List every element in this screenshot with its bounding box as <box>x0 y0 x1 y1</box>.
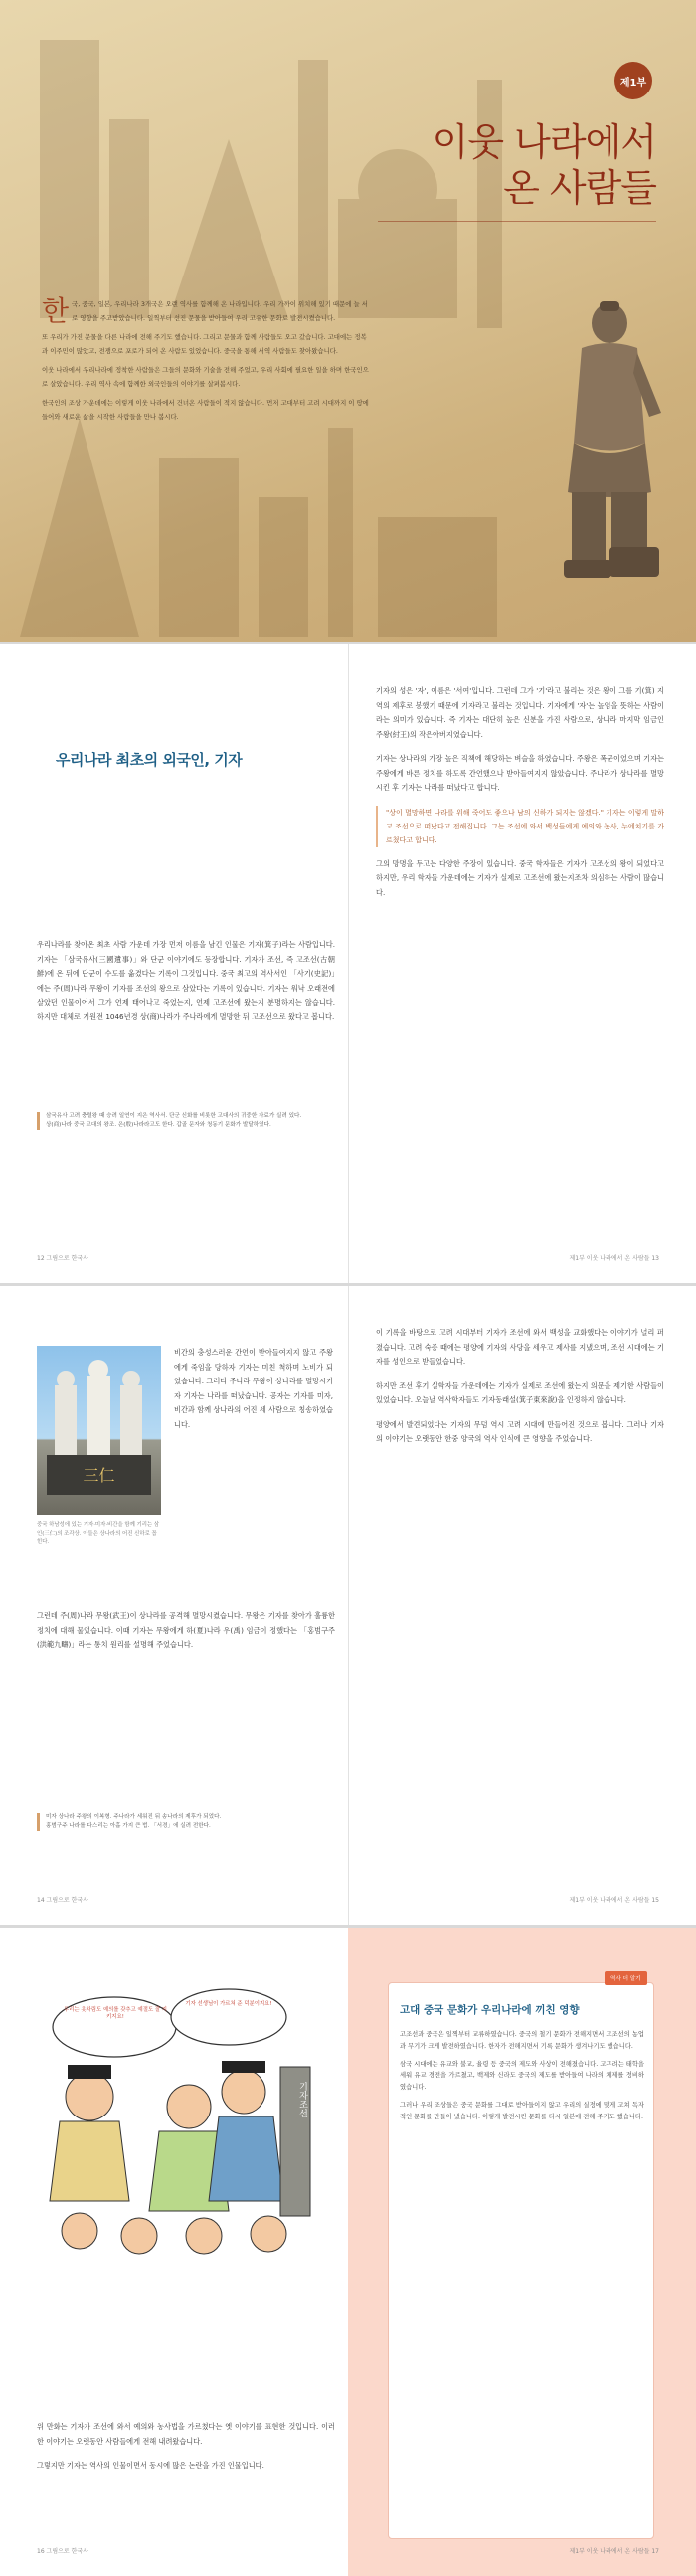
left-column-bottom <box>37 1609 335 1663</box>
folio-left: 16 그림으로 한국사 <box>37 2548 89 2555</box>
footnote: 상(商)나라 중국 고대의 왕조. 은(殷)나라라고도 한다. 갑골 문자와 청동기 문화가 발달하였다. <box>46 1122 271 1128</box>
body-paragraph: 하지만 조선 후기 실학자들 가운데에는 기자가 실제로 조선에 왔는지 의문을 제기한 사람들이 있었습니다. 오늘날 역사학자들도 기자동래설(箕子東來說)을 인정하지 않습니다. <box>376 1380 664 1404</box>
spread-pages-12-13 <box>0 644 696 1283</box>
drop-cap: 한 <box>42 294 70 327</box>
right-column <box>376 1326 664 1457</box>
left-column <box>37 2420 335 2484</box>
folio-right: 제1부 이웃 나라에서 온 사람들 17 <box>569 2548 659 2555</box>
intro-first-paragraph: 국, 중국, 일본, 우리나라 3개국은 오랜 역사를 함께해 온 나라입니다. 우리 가까이 위치해 있기 때문에 늘 서로 영향을 주고받았습니다. 일찍부터 선진 문물을 받아들여 우리 고유한 문화로 발전시켰습니다. <box>72 300 368 322</box>
right-column <box>376 684 664 910</box>
pull-quote: "상이 멸망하면 나라를 위해 죽어도 좋으나 남의 신하가 되지는 않겠다." 기자는 이렇게 말하고 조선으로 떠났다고 전해집니다. 그는 조선에 와서 백성들에게 예의와 농사, 누에치기를 가르쳤다고 합니다. <box>376 806 664 847</box>
sidebar-paragraph: 고조선과 중국은 일찍부터 교류하였습니다. 중국의 철기 문화가 전해지면서 고조선의 농업과 무기가 크게 발전하였습니다. 한자가 전해지면서 기록 문화가 생겨나기도 했습니다. <box>400 2031 644 2050</box>
footnotes <box>37 1813 335 1831</box>
body-paragraph: 그런데 주(周)나라 무왕(武王)이 상나라를 공격해 멸망시켰습니다. 무왕은 기자를 찾아가 훌륭한 정치에 대해 물었습니다. 이때 기자는 무왕에게 하(夏)나라 우(禹) 임금이 정했다는 「홍범구주(洪範九疇)」라는 통치 원리를 설명해 주었습니다. <box>37 1611 335 1649</box>
folio-left: 14 그림으로 한국사 <box>37 1897 89 1904</box>
body-paragraph: 비간의 충성스러운 간언이 받아들여지지 않고 주왕에게 죽임을 당하자 기자는 미친 척하며 노비가 되었습니다. 그러다 주나라 무왕이 상나라를 멸망시키자 기자는 나라를 떠났습니다. 공자는 기자를 미자, 비간과 함께 상나라의 어진 세 사람으로 칭송하였습니다. <box>174 1348 333 1429</box>
terracotta-warrior-image <box>542 293 671 587</box>
footnote: 삼국유사 고려 충렬왕 때 승려 일연이 지은 역사서. 단군 신화를 비롯한 고대사의 귀중한 자료가 실려 있다. <box>46 1113 302 1119</box>
stone-sign: 기자조선 <box>297 2082 307 2117</box>
body-paragraph: 우리나라를 찾아온 최초 사람 가운데 가장 먼저 이름을 남긴 인물은 기자(箕子)라는 사람입니다. 기자는 「삼국유사(三國遺事)」와 단군 이야기에도 등장합니다. 기자가 조선, 즉 고조선(古朝鮮)에 온 뒤에 단군이 수도를 옮겼다는 기록이 그것입니다. 중국 최고의 역사서인 「사기(史記)」에는 주(周)나라 무왕이 기자를 조선의 왕으로 삼았다는 기록이 있습니다. 기자는 워낙 오래전에 살았던 인물이어서 그가 언제 태어나고 죽었는지, 언제 고조선에 왔는지 분명하지는 않습니다. 하지만 대체로 기원전 1046년경 상(商)나라가 주나라에게 멸망한 뒤 고조선으로 왔다고 봅니다. <box>37 940 335 1021</box>
footnote: 홍범구주 나라를 다스리는 아홉 가지 큰 법. 「서경」에 실려 전한다. <box>46 1823 211 1829</box>
footnote: 미자 상나라 주왕의 이복형. 주나라가 세워진 뒤 송나라의 제후가 되었다. <box>46 1814 222 1820</box>
sidebar-paragraph: 삼국 시대에는 유교와 불교, 율령 등 중국의 제도와 사상이 전해졌습니다. 고구려는 태학을 세워 유교 경전을 가르쳤고, 백제와 신라도 중국의 제도를 받아들여 나라의 체제를 정비하였습니다. <box>400 2060 644 2092</box>
speech-bubble-2: 기자 선생님이 가르쳐 준 덕분이지요! <box>185 2001 272 2007</box>
body-paragraph: 그의 망명을 두고는 다양한 주장이 있습니다. 중국 학자들은 기자가 고조선의 왕이 되었다고 하지만, 우리 학자들 가운데에는 기자가 실제로 고조선에 왔는지조차 의심하는 사람이 많습니다. <box>376 858 664 897</box>
section-title: 우리나라 최초의 외국인, 기자 <box>56 751 243 769</box>
sidebar-body <box>400 2029 644 2129</box>
cartoon-drawing <box>30 1987 328 2266</box>
sidebar-paragraph: 그러나 우리 조상들은 중국 문화를 그대로 받아들이지 않고 우리의 실정에 맞게 고쳐 독자적인 문화를 만들어 냈습니다. 이렇게 발전시킨 문화를 다시 일본에 전해 주기도 했습니다. <box>400 2101 644 2120</box>
spread-part-opener <box>0 0 696 642</box>
part-badge: 제1부 <box>614 62 652 99</box>
gutter <box>348 1286 349 1925</box>
body-paragraph: 기자의 성은 '자', 이름은 '서여'입니다. 그런데 그가 '기'라고 불리는 것은 왕이 그를 기(箕) 지역의 제후로 봉했기 때문에 기자라고 불리는 것입니다. 기자에게 '자'는 높임을 뜻하는 사람이라는 의미가 있습니다. 즉 기자는 대단히 높은 신분을 가진 사람으로, 상나라 마지막 임금인 주왕(紂王)의 작은아버지였습니다. <box>376 686 664 739</box>
left-column <box>37 938 335 1034</box>
folio-right: 제1부 이웃 나라에서 온 사람들 13 <box>569 1255 659 1262</box>
title-rule <box>378 221 656 222</box>
body-paragraph: 평양에서 발견되었다는 기자의 무덤 역시 고려 시대에 만들어진 것으로 봅니다. 그러나 기자의 이야기는 오랫동안 한중 양국의 역사 인식에 큰 영향을 주었습니다. <box>376 1419 664 1443</box>
body-paragraph: 위 만화는 기자가 조선에 와서 예의와 농사법을 가르쳤다는 옛 이야기를 표현한 것입니다. 이러한 이야기는 오랫동안 사람들에게 전해 내려왔습니다. <box>37 2422 335 2446</box>
three-sages-statue-photo <box>37 1346 161 1515</box>
intro-paragraph: 한국인의 조상 가운데에는 이렇게 이웃 나라에서 건너온 사람들이 적지 않습니다. 먼저 고대부터 고려 시대까지 이 땅에 들어와 새로운 삶을 시작한 사람들을 만나 봅시다. <box>42 399 369 421</box>
part-title-line2: 온 사람들 <box>503 166 656 210</box>
intro-paragraph: 이웃 나라에서 우리나라에 정착한 사람들은 그들의 문화와 기술을 전해 주었고, 우리 사회에 필요한 일을 하며 한국인으로 살았습니다. 우리 역사 속에 함께한 외국인들의 이야기를 살펴봅시다. <box>42 366 369 388</box>
intro-paragraph: 또 우리가 가진 문물을 다른 나라에 전해 주기도 했습니다. 그리고 문물과 함께 사람들도 오고 갔습니다. 고대에는 정복과 이주민이 많았고, 전쟁으로 포로가 되어 온 사람도 있었습니다. 중국을 통해 서역 사람들도 찾아왔습니다. <box>42 333 367 355</box>
folio-left: 12 그림으로 한국사 <box>37 1255 89 1262</box>
sidebar-tag: 역사 더 알기 <box>605 1971 647 1985</box>
sidebar-title: 고대 중국 문화가 우리나라에 끼친 영향 <box>400 2004 580 2016</box>
gutter <box>348 644 349 1283</box>
photo-inscription: 三仁 <box>83 1466 115 1485</box>
body-paragraph: 이 기록을 바탕으로 고려 시대부터 기자가 조선에 와서 백성을 교화했다는 이야기가 널리 퍼졌습니다. 고려 숙종 때에는 평양에 기자의 사당을 세우고 제사를 지냈으며, 조선 시대에는 기자를 성인으로 받들었습니다. <box>376 1328 664 1366</box>
footnotes <box>37 1112 335 1130</box>
body-paragraph: 그렇지만 기자는 역사의 인물이면서 동시에 많은 논란을 가진 인물입니다. <box>37 2461 264 2470</box>
photo-caption: 중국 하남성에 있는 기자·미자·비간을 함께 기리는 삼인(三仁)의 조각상. 이들은 상나라의 어진 신하로 꼽힌다. <box>37 1522 160 1545</box>
spread-pages-14-15 <box>0 1286 696 1925</box>
body-paragraph: 기자는 상나라의 가장 높은 직책에 해당하는 벼슬을 하였습니다. 주왕은 폭군이었으며 기자는 주왕에게 바른 정치를 하도록 간언했으나 받아들여지지 않았습니다. 주나라가 상나라를 멸망시킨 후 기자는 나라를 떠났다고 합니다. <box>376 754 664 792</box>
intro-text <box>42 294 370 430</box>
cartoon-illustration <box>30 1987 328 2266</box>
spread-pages-16-17 <box>0 1928 696 2576</box>
part-title <box>433 119 656 211</box>
speech-bubble-1: 우리는 옷차림도 예의를 갖추고 예절도 잘 지키지요! <box>63 2007 167 2020</box>
statue-illustration <box>37 1346 161 1515</box>
left-column-top <box>174 1346 333 1442</box>
folio-right: 제1부 이웃 나라에서 온 사람들 15 <box>569 1897 659 1904</box>
part-title-line1: 이웃 나라에서 <box>432 120 656 164</box>
